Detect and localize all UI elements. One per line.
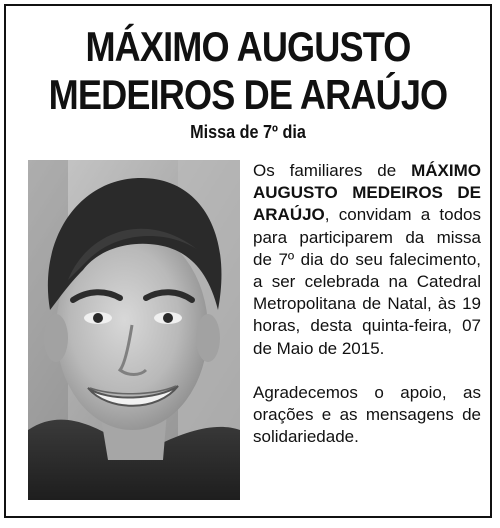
portrait-image <box>28 160 240 500</box>
deceased-name-line-1: MÁXIMO AUGUSTO <box>85 23 411 70</box>
notice-body <box>253 160 481 448</box>
paragraph-spacer <box>253 360 481 382</box>
thanks-paragraph: Agradecemos o apoio, as orações e as mensagens de solidariedade. <box>253 382 481 447</box>
invitation-prefix: Os familiares de <box>253 161 412 180</box>
invitation-deceased-name: MÁXIMO AUGUSTO MEDEIROS DE ARAÚJO <box>253 161 481 225</box>
invitation-details: , convidam a todos para participarem da missa de 7º dia do seu falecimento, a ser celebrada na Catedral Metropolitana de Natal, às 19 horas, desta quinta-feira, 07 de Maio de 2015. <box>253 205 481 358</box>
portrait-photo <box>28 160 240 500</box>
obituary-notice-frame <box>4 4 492 518</box>
invitation-paragraph <box>253 160 481 360</box>
deceased-name-line-2: MEDEIROS DE ARAÚJO <box>48 71 448 118</box>
mass-subtitle: Missa de 7º dia <box>190 122 306 142</box>
